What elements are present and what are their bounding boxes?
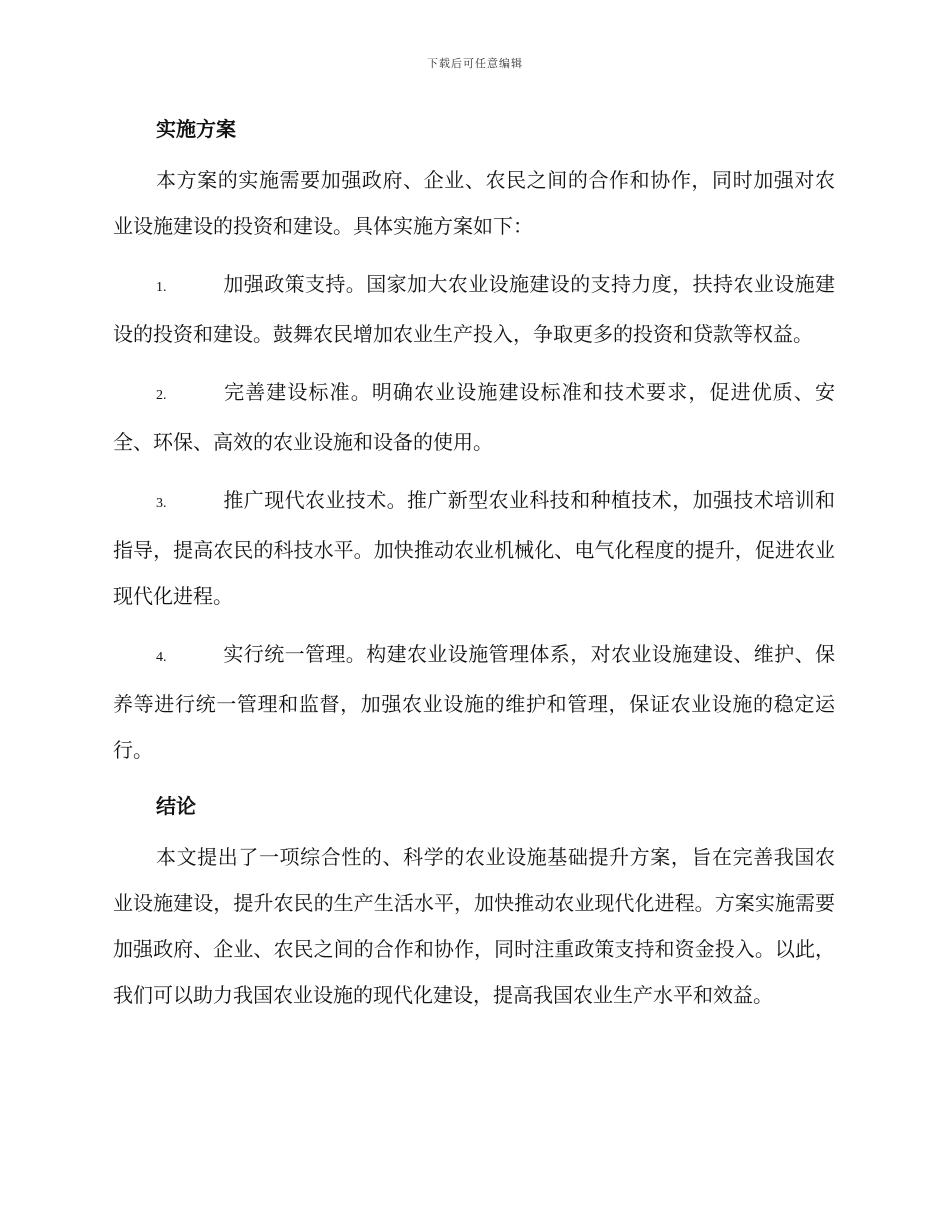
list-item-text: 实行统一管理。构建农业设施管理体系，对农业设施建设、维护、保养等进行统一管理和监督，加强农业设施的维护和管理，保证农业设施的稳定运行。 <box>113 642 835 762</box>
list-item-number: 3. <box>156 496 167 511</box>
list-item-text: 加强政策支持。国家加大农业设施建设的支持力度，扶持农业设施建设的投资和建设。鼓舞农民增加农业生产投入，争取更多的投资和贷款等权益。 <box>113 272 835 346</box>
page-header-note: 下载后可任意编辑 <box>427 57 523 70</box>
section-heading-implementation: 实施方案 <box>156 117 236 141</box>
conclusion-paragraph: 本文提出了一项综合性的、科学的农业设施基础提升方案，旨在完善我国农业设施建设，提升农民的生产生活水平，加快推动农业现代化进程。方案实施需要加强政府、企业、农民之间的合作和协作，同时注重政策支持和资金投入。以此，我们可以助力我国农业设施的现代化建设，提高我国农业生产水平和效益。 <box>113 845 835 1007</box>
implementation-intro-paragraph: 本方案的实施需要加强政府、企业、农民之间的合作和协作，同时加强对农业设施建设的投资和建设。具体实施方案如下： <box>113 168 835 238</box>
list-item-text: 完善建设标准。明确农业设施建设标准和技术要求，促进优质、安全、环保、高效的农业设施和设备的使用。 <box>113 380 835 454</box>
list-item-number: 2. <box>156 388 167 403</box>
list-item <box>113 631 835 773</box>
list-item-number: 1. <box>156 280 167 295</box>
section-heading-conclusion: 结论 <box>156 794 196 818</box>
list-item <box>113 369 835 465</box>
list-item <box>113 261 835 357</box>
list-item <box>113 477 835 619</box>
list-item-number: 4. <box>156 650 167 665</box>
document-body <box>113 113 835 1018</box>
list-item-text: 推广现代农业技术。推广新型农业科技和种植技术，加强技术培训和指导，提高农民的科技水平。加快推动农业机械化、电气化程度的提升，促进农业现代化进程。 <box>113 488 835 608</box>
